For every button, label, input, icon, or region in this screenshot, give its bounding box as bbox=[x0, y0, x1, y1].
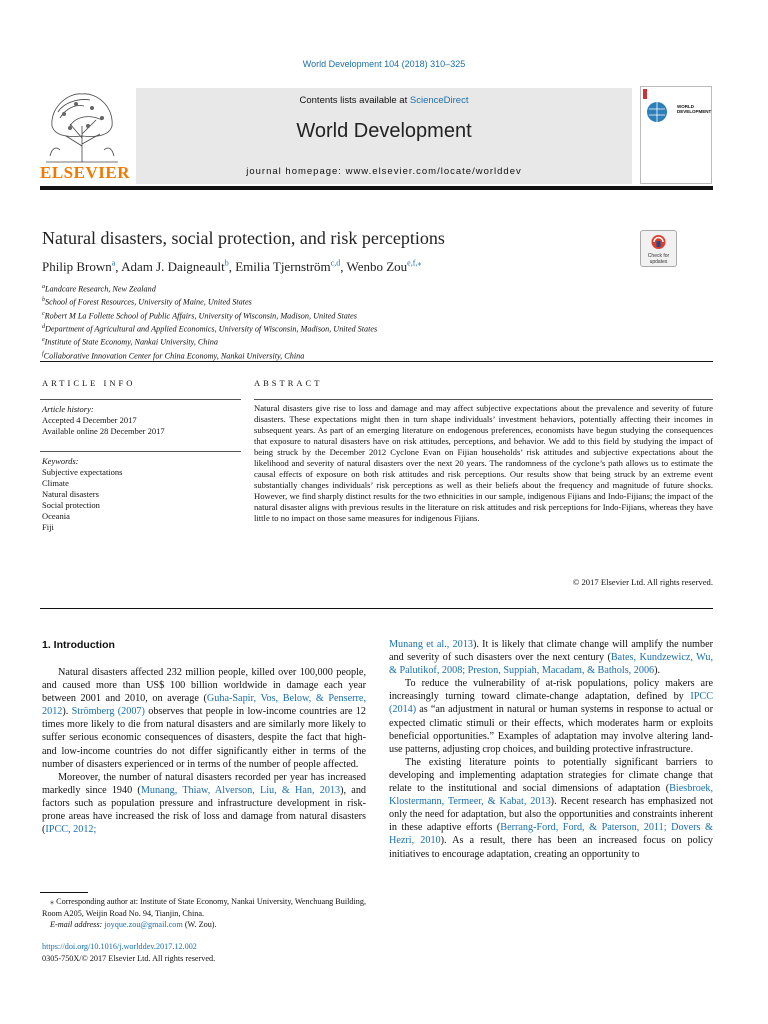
doi-link[interactable]: https://doi.org/10.1016/j.worlddev.2017.12.002 bbox=[42, 942, 197, 951]
author[interactable]: Philip Brown$^a$ bbox=[42, 259, 116, 275]
footnote-rule bbox=[40, 892, 88, 893]
affiliation: $^e$Institute of State Economy, Nankai University, China bbox=[42, 337, 218, 348]
article-title: Natural disasters, social protection, and risk perceptions bbox=[42, 228, 445, 248]
journal-name: World Development bbox=[296, 120, 472, 142]
divider bbox=[254, 399, 713, 400]
paragraph: Munang et al., 2013). It is likely that climate change will amplify the number and severity of such disasters over the next century (Bates, Kundzewicz, Wu, & Palutikof, 2008; Preston, Suppiah, Macadam, & Bathols, 2006). bbox=[389, 639, 713, 677]
affiliation: $^d$Department of Agricultural and Applied Economics, University of Wisconsin, Madison, United States bbox=[42, 323, 378, 334]
affiliation: $^b$School of Forest Resources, University of Maine, United States bbox=[42, 297, 252, 308]
citation-link[interactable]: Munang, Thiaw, Alverson, Liu, & Han, 2013 bbox=[140, 784, 341, 796]
affiliation: $^a$Landcare Research, New Zealand bbox=[42, 284, 156, 294]
keyword: Social protection bbox=[42, 500, 100, 510]
keyword: Oceania bbox=[42, 511, 70, 521]
journal-cover-thumbnail bbox=[640, 86, 712, 184]
journal-citation[interactable]: World Development 104 (2018) 310–325 bbox=[302, 59, 466, 69]
citation-link[interactable]: IPCC, 2012; bbox=[45, 824, 97, 836]
author[interactable]: Adam J. Daigneault$^b$ bbox=[121, 259, 229, 275]
accepted-date: Accepted 4 December 2017 bbox=[42, 415, 137, 425]
contents-prefix: Contents lists available at bbox=[299, 95, 410, 106]
journal-homepage[interactable]: journal homepage: www.elsevier.com/locate/worlddev bbox=[246, 166, 522, 177]
affiliation: $^c$Robert M La Follette School of Public Affairs, University of Wisconsin, Madison, United States bbox=[42, 310, 357, 321]
abstract-heading: ABSTRACT bbox=[254, 378, 323, 388]
corresponding-author-note: ⁎ Corresponding author at: Institute of State Economy, Nankai University, Wenchuang Building, Room A205, Weijin Road No. 94, Tianjin, China. bbox=[42, 897, 367, 918]
paragraph: The existing literature points to potentially significant barriers to developing and implementing adaptation strategies for climate change that relate to the institutional and social dimensions of adaptation (Biesbroek, Klostermann, Termeer, & Kabat, 2013). Recent research has emphasized not only the need for adaptation, but also the opportunities and constraints inherent in these adaptive efforts (Berrang-Ford, Ford, & Paterson, 2011; Dovers & Hezri, 2010). As a result, there has been an increased focus on policy initiatives to encourage adaptation, creating an opportunity to bbox=[389, 756, 713, 860]
citation-link[interactable]: Guha-Sapir, Vos, Below, & Penserre, 2012 bbox=[42, 693, 366, 718]
check-for-updates-label[interactable]: Check for updates bbox=[647, 253, 670, 265]
abstract-copyright: © 2017 Elsevier Ltd. All rights reserved. bbox=[572, 577, 713, 587]
citation-link[interactable]: Biesbroek, Klostermann, Termeer, & Kabat, 2013 bbox=[389, 783, 713, 808]
paragraph: Moreover, the number of natural disasters recorded per year has increased markedly since 1940 (Munang, Thiaw, Alverson, Liu, & Han, 2013), and factors such as population pressure and infrastructure development in risk-prone areas have increased the risk of loss and damage from natural disasters (IPCC, 2012; bbox=[42, 771, 367, 836]
issn-line: 0305-750X/© 2017 Elsevier Ltd. All rights reserved. bbox=[42, 954, 216, 963]
keyword: Fiji bbox=[42, 522, 54, 532]
elsevier-wordmark: ELSEVIER bbox=[40, 163, 130, 182]
citation-link[interactable]: Berrang-Ford, Ford, & Paterson, 2011; Dovers & Hezri, 2010 bbox=[389, 822, 713, 847]
affiliations bbox=[42, 282, 377, 362]
body-column-right bbox=[389, 638, 713, 861]
keywords-label: Keywords: bbox=[42, 456, 79, 466]
affiliation: $^f$Collaborative Innovation Center for China Economy, Nankai University, China bbox=[42, 350, 305, 361]
paragraph: To reduce the vulnerability of at-risk populations, policy makers are increasingly turning toward climate-change adaptation, defined by IPCC (2014) as “an adjustment in natural or human systems in response to actual or expected climatic stimuli or their effects, which moderates harm or exploits beneficial opportunities.” Examples of adaptation may involve altering land-use patterns, adjusting crop choices, and building protective infrastructure. bbox=[389, 678, 713, 755]
keyword: Climate bbox=[42, 478, 69, 488]
divider bbox=[40, 451, 241, 452]
citation-link[interactable]: IPCC (2014) bbox=[389, 691, 713, 716]
body-column-left bbox=[42, 666, 366, 836]
keywords bbox=[42, 456, 123, 533]
citation-link[interactable]: Munang et al., 2013 bbox=[389, 639, 473, 650]
cover-title: WORLD DEVELOPMENT bbox=[677, 104, 712, 114]
article-history bbox=[42, 404, 165, 437]
citation-link[interactable]: Bates, Kundzewicz, Wu, & Palutikof, 2008; Preston, Suppiah, Macadam, & Bathols, 2006 bbox=[389, 652, 713, 677]
contents-line bbox=[136, 95, 632, 106]
online-date: Available online 28 December 2017 bbox=[42, 426, 165, 436]
divider bbox=[40, 399, 241, 400]
history-label: Article history: bbox=[42, 404, 94, 414]
header-rule bbox=[40, 186, 713, 190]
footnote bbox=[42, 896, 366, 931]
article-info-heading: ARTICLE INFO bbox=[42, 378, 136, 388]
section-title: 1. Introduction bbox=[42, 639, 115, 651]
doi-block bbox=[42, 941, 215, 965]
keyword: Subjective expectations bbox=[42, 467, 123, 477]
author[interactable]: Wenbo Zou$^{e,f,⁎}$ bbox=[346, 259, 422, 275]
citation-link[interactable]: Strömberg (2007) bbox=[71, 706, 145, 718]
email-note: E-mail address: joyque.zou@gmail.com (W. Zou). bbox=[50, 920, 217, 929]
paragraph: Natural disasters affected 232 million people, killed over 100,000 people, and caused more than US$ 100 billion worldwide in damage each year between 2001 and 2010, on average (Guha-Sapir, Vos, Below, & Penserre, 2012). Strömberg (2007) observes that people in low-income countries are 12 times more likely to die from natural disasters and are similarly more likely to suffer serious economic consequences of disasters, despite the fact that high- and low-income countries do not differ significantly either in terms of the number of disasters experienced or in terms of the number of people affected. bbox=[42, 667, 366, 770]
sciencedirect-link[interactable]: ScienceDirect bbox=[409, 95, 469, 106]
author[interactable]: Emilia Tjernström$^{c,d}$ bbox=[235, 259, 341, 275]
divider bbox=[40, 608, 713, 609]
author-list: Philip Brown$^a$, Adam J. Daigneault$^b$, Emilia Tjernström$^{c,d}$, Wenbo Zou$^{e,f,⁎}$ bbox=[42, 259, 422, 275]
keyword: Natural disasters bbox=[42, 489, 99, 499]
email-link[interactable]: joyque.zou@gmail.com bbox=[104, 920, 183, 929]
divider bbox=[40, 361, 713, 362]
abstract-text: Natural disasters give rise to loss and damage and may affect subjective expectations about the prevalence and severity of future disasters. These expectations might then in turn shape individuals’ investment behaviors, potentially affecting their incomes in subsequent years. As part of an emerging literature on endogenous preferences, economists have begun studying the consequences that exposure to natural disasters have on risk attitudes, perceptions, and behavior. We add to this field by studying the impact of being struck by the December 2012 Cyclone Evan on Fijian households’ risk attitudes and subjective expectations about the likelihood and severity of natural disasters over the next 20 years. The randomness of the cyclone’s path allows us to estimate the causal effects of exposure on both risk attitudes and risk perceptions. Our results show that being struck by an extreme event substantially changes individuals’ risk perceptions as well as their beliefs about the frequency and magnitude of future shocks. However, we find sharply distinct results for the two ethnicities in our sample, indigenous Fijians and Indo-Fijians; the impact of the natural disaster aligns with previous results in the literature on risk attitudes and risk perceptions for Indo-Fijians, whereas they have little to no impact on those same measures for indigenous Fijians. bbox=[254, 403, 713, 523]
